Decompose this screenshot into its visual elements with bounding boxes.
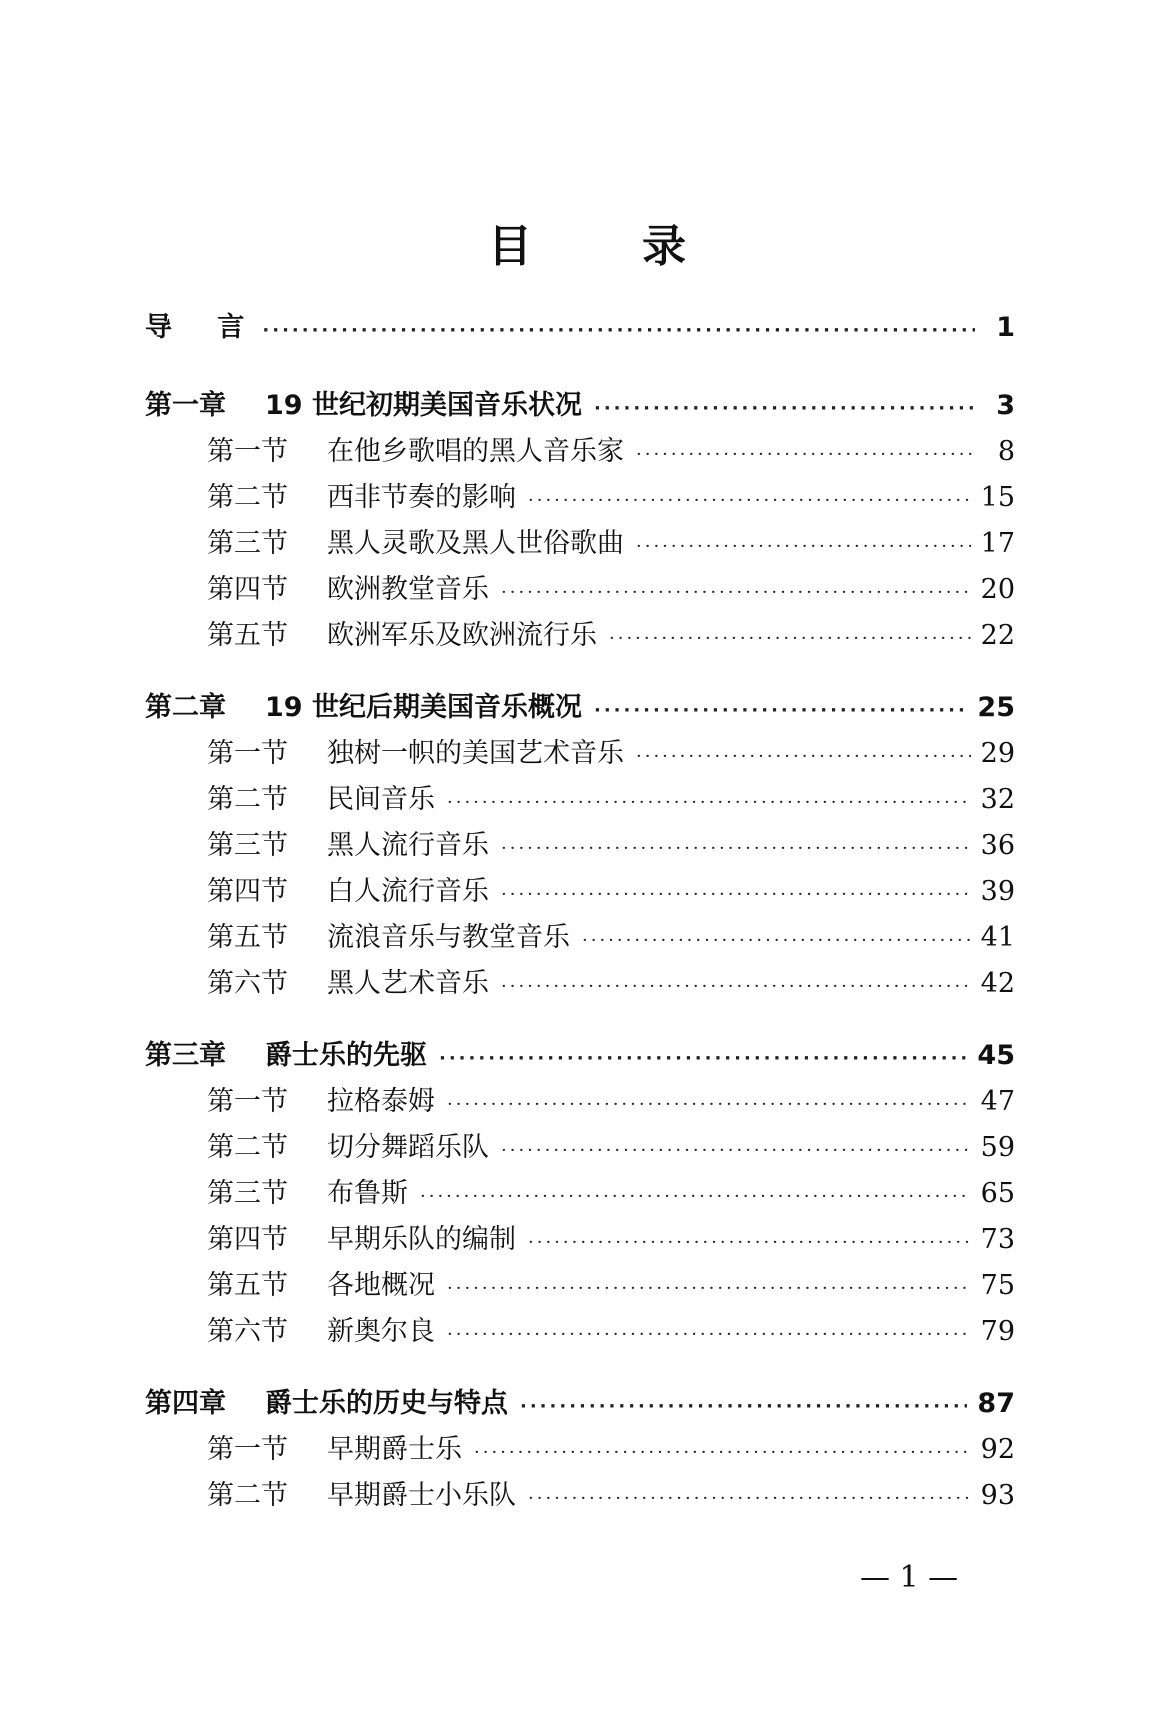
dot-leader: [582, 930, 971, 951]
toc-page-number: 8: [997, 436, 1015, 467]
section-label: 第二节: [207, 482, 288, 513]
section-label: 第四节: [207, 574, 288, 605]
toc-page-number: 3: [996, 390, 1015, 421]
dot-leader: [528, 490, 971, 511]
toc-chapter-2[interactable]: [145, 685, 1015, 731]
toc-section[interactable]: [145, 777, 1015, 823]
toc-entry-intro[interactable]: [145, 305, 1015, 351]
section-title: 白人流行音乐: [327, 876, 489, 907]
toc-page-number: 20: [980, 574, 1015, 605]
toc-page-number: 1: [996, 312, 1015, 343]
toc-section[interactable]: [145, 823, 1015, 869]
toc-chapter-1[interactable]: [145, 383, 1015, 429]
toc-intro-label: 导 言: [145, 312, 263, 343]
dot-leader: [501, 1140, 971, 1161]
toc-section[interactable]: [145, 1309, 1015, 1355]
dot-leader: [636, 444, 975, 465]
toc-section[interactable]: [145, 1079, 1015, 1125]
section-label: 第三节: [207, 528, 288, 559]
chapter-title: 19 世纪初期美国音乐状况: [265, 390, 582, 421]
section-label: 第三节: [207, 830, 288, 861]
toc-chapter-3[interactable]: [145, 1033, 1015, 1079]
dot-leader: [447, 1278, 971, 1299]
toc-section[interactable]: [145, 1427, 1015, 1473]
toc-page-number: 93: [980, 1480, 1015, 1511]
dot-leader: [528, 1488, 971, 1509]
toc-section[interactable]: [145, 521, 1015, 567]
dot-leader: [501, 976, 971, 997]
section-title: 黑人灵歌及黑人世俗歌曲: [327, 528, 624, 559]
section-title: 黑人流行音乐: [327, 830, 489, 861]
page-footer-number: — 1 —: [860, 1560, 959, 1595]
section-title: 黑人艺术音乐: [327, 968, 489, 999]
section-label: 第一节: [207, 1086, 288, 1117]
toc-page-number: 22: [980, 620, 1015, 651]
section-title: 早期乐队的编制: [327, 1224, 516, 1255]
toc-section[interactable]: [145, 1217, 1015, 1263]
toc-section[interactable]: [145, 731, 1015, 777]
chapter-group-3: [145, 1033, 1015, 1355]
section-label: 第五节: [207, 620, 288, 651]
dot-leader: [447, 792, 971, 813]
section-title: 西非节奏的影响: [327, 482, 516, 513]
toc-section[interactable]: [145, 1125, 1015, 1171]
section-title: 民间音乐: [327, 784, 435, 815]
toc-section[interactable]: [145, 475, 1015, 521]
toc-page-number: 79: [980, 1316, 1015, 1347]
toc-page-number: 36: [980, 830, 1015, 861]
toc-page-number: 87: [977, 1388, 1015, 1419]
dot-leader: [636, 746, 971, 767]
dot-leader: [594, 398, 975, 419]
page-title-left: 目: [488, 221, 532, 272]
toc-page-number: 45: [977, 1040, 1015, 1071]
section-title: 新奥尔良: [327, 1316, 435, 1347]
toc-section[interactable]: [145, 429, 1015, 475]
section-label: 第四节: [207, 1224, 288, 1255]
dot-leader: [501, 582, 971, 603]
section-label: 第六节: [207, 968, 288, 999]
dot-leader: [594, 700, 967, 721]
table-of-contents: [145, 305, 1015, 1545]
toc-section[interactable]: [145, 1171, 1015, 1217]
section-label: 第四节: [207, 876, 288, 907]
page-title: [0, 210, 1174, 274]
section-title: 布鲁斯: [327, 1178, 408, 1209]
chapter-group-1: [145, 383, 1015, 659]
toc-page-number: 92: [980, 1434, 1015, 1465]
toc-section[interactable]: [145, 961, 1015, 1007]
toc-page-number: 47: [980, 1086, 1015, 1117]
dot-leader: [447, 1324, 971, 1345]
section-label: 第三节: [207, 1178, 288, 1209]
dot-leader: [636, 536, 971, 557]
toc-page-number: 39: [980, 876, 1015, 907]
section-title: 切分舞蹈乐队: [327, 1132, 489, 1163]
dot-leader: [262, 320, 975, 341]
section-label: 第六节: [207, 1316, 288, 1347]
toc-page-number: 32: [980, 784, 1015, 815]
section-label: 第五节: [207, 922, 288, 953]
toc-section[interactable]: [145, 567, 1015, 613]
dot-leader: [439, 1048, 967, 1069]
section-title: 欧洲教堂音乐: [327, 574, 489, 605]
chapter-group-4: [145, 1381, 1015, 1519]
section-title: 在他乡歌唱的黑人音乐家: [327, 436, 624, 467]
toc-page-number: 15: [980, 482, 1015, 513]
toc-section[interactable]: [145, 915, 1015, 961]
section-label: 第二节: [207, 784, 288, 815]
chapter-group-2: [145, 685, 1015, 1007]
chapter-label: 第三章: [145, 1040, 226, 1071]
chapter-title: 19 世纪后期美国音乐概况: [265, 692, 582, 723]
dot-leader: [501, 884, 971, 905]
section-label: 第一节: [207, 1434, 288, 1465]
toc-page-number: 17: [980, 528, 1015, 559]
toc-page-number: 42: [980, 968, 1015, 999]
section-title: 早期爵士乐: [327, 1434, 462, 1465]
toc-section[interactable]: [145, 869, 1015, 915]
page-title-right: 录: [642, 221, 686, 272]
toc-page-number: 29: [980, 738, 1015, 769]
dot-leader: [528, 1232, 971, 1253]
dot-leader: [447, 1094, 971, 1115]
section-title: 各地概况: [327, 1270, 435, 1301]
section-label: 第二节: [207, 1132, 288, 1163]
section-title: 欧洲军乐及欧洲流行乐: [327, 620, 597, 651]
toc-page-number: 75: [980, 1270, 1015, 1301]
toc-page-number: 65: [980, 1178, 1015, 1209]
chapter-label: 第四章: [145, 1388, 226, 1419]
section-title: 拉格泰姆: [327, 1086, 435, 1117]
dot-leader: [474, 1442, 971, 1463]
chapter-title: 爵士乐的先驱: [265, 1040, 427, 1071]
toc-section[interactable]: [145, 613, 1015, 659]
section-title: 独树一帜的美国艺术音乐: [327, 738, 624, 769]
chapter-title: 爵士乐的历史与特点: [265, 1388, 508, 1419]
toc-page-number: 59: [980, 1132, 1015, 1163]
toc-chapter-4[interactable]: [145, 1381, 1015, 1427]
chapter-label: 第二章: [145, 692, 226, 723]
section-title: 早期爵士小乐队: [327, 1480, 516, 1511]
section-title: 流浪音乐与教堂音乐: [327, 922, 570, 953]
dot-leader: [609, 628, 971, 649]
toc-page-number: 73: [980, 1224, 1015, 1255]
toc-page-number: 41: [980, 922, 1015, 953]
section-label: 第一节: [207, 738, 288, 769]
section-label: 第二节: [207, 1480, 288, 1511]
section-label: 第一节: [207, 436, 288, 467]
dot-leader: [520, 1396, 967, 1417]
dot-leader: [501, 838, 971, 859]
toc-section[interactable]: [145, 1473, 1015, 1519]
dot-leader: [420, 1186, 971, 1207]
toc-page-number: 25: [977, 692, 1015, 723]
section-label: 第五节: [207, 1270, 288, 1301]
chapter-label: 第一章: [145, 390, 226, 421]
toc-section[interactable]: [145, 1263, 1015, 1309]
